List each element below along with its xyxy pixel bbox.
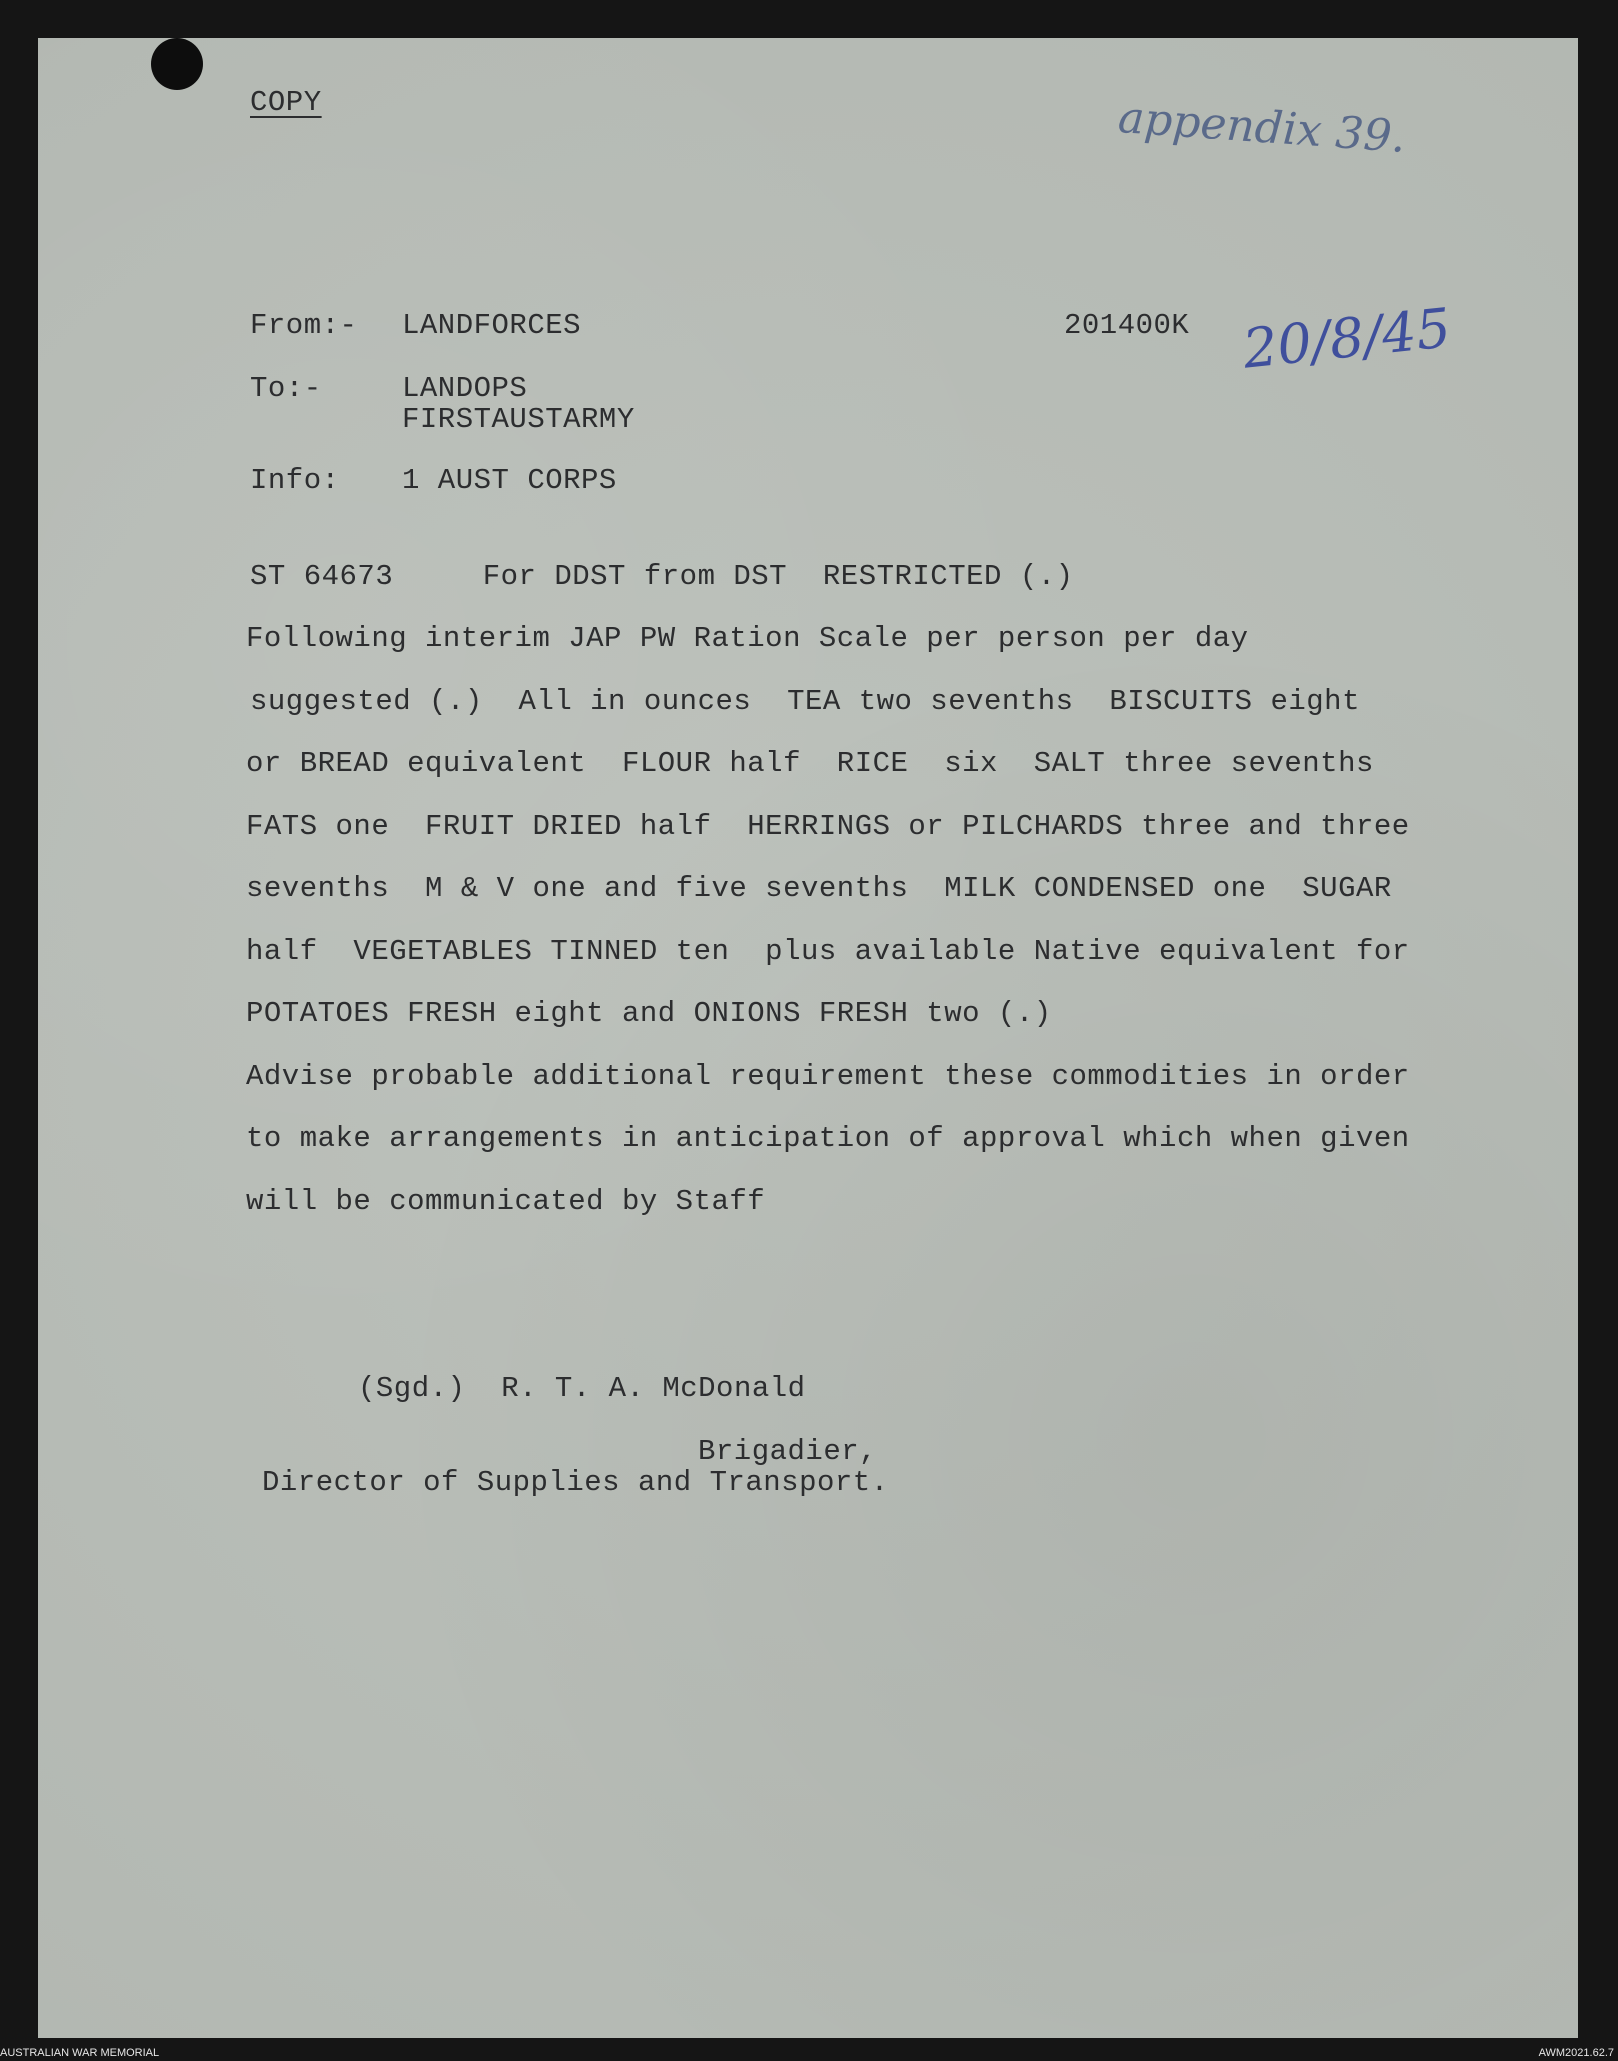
body-line: or BREAD equivalent FLOUR half RICE six SALT three sevenths [246,747,1374,780]
from-value: LANDFORCES [402,309,582,342]
body-line: to make arrangements in anticipation of approval which when given [246,1122,1410,1155]
info-value: 1 AUST CORPS [402,464,617,497]
body-line: ST 64673 For DDST from DST RESTRICTED (.) [250,560,1074,593]
from-label: From:- [250,309,358,342]
signature-line: (Sgd.) R. T. A. McDonald [358,1372,806,1405]
appendix-annotation: appendix 39. [1116,92,1408,163]
punch-hole [151,38,203,90]
body-line: will be communicated by Staff [246,1185,766,1218]
body-line: suggested (.) All in ounces TEA two sevenths BISCUITS eight [250,685,1360,718]
archive-reference: AWM2021.62.7 [1538,2047,1614,2059]
to-value-1: LANDOPS [402,372,528,405]
signatory-title: Director of Supplies and Transport. [262,1466,889,1499]
body-line: half VEGETABLES TINNED ten plus available Native equivalent for [246,935,1410,968]
date-time-group: 201400K [1064,309,1190,342]
body-line: Advise probable additional requirement these commodities in order [246,1060,1410,1093]
body-line: FATS one FRUIT DRIED half HERRINGS or PILCHARDS three and three [246,810,1410,843]
signatory-rank: Brigadier, [698,1435,878,1468]
handwritten-date: 20/8/45 [1240,296,1454,381]
to-label: To:- [250,372,322,405]
info-label: Info: [250,464,340,497]
body-line: sevenths M & V one and five sevenths MILK CONDENSED one SUGAR [246,872,1392,905]
to-value-2: FIRSTAUSTARMY [402,403,635,436]
body-line: Following interim JAP PW Ration Scale per person per day [246,622,1249,655]
archive-credit: AUSTRALIAN WAR MEMORIAL [0,2047,160,2059]
copy-label: COPY [250,86,322,119]
body-line: POTATOES FRESH eight and ONIONS FRESH two (.) [246,997,1052,1030]
